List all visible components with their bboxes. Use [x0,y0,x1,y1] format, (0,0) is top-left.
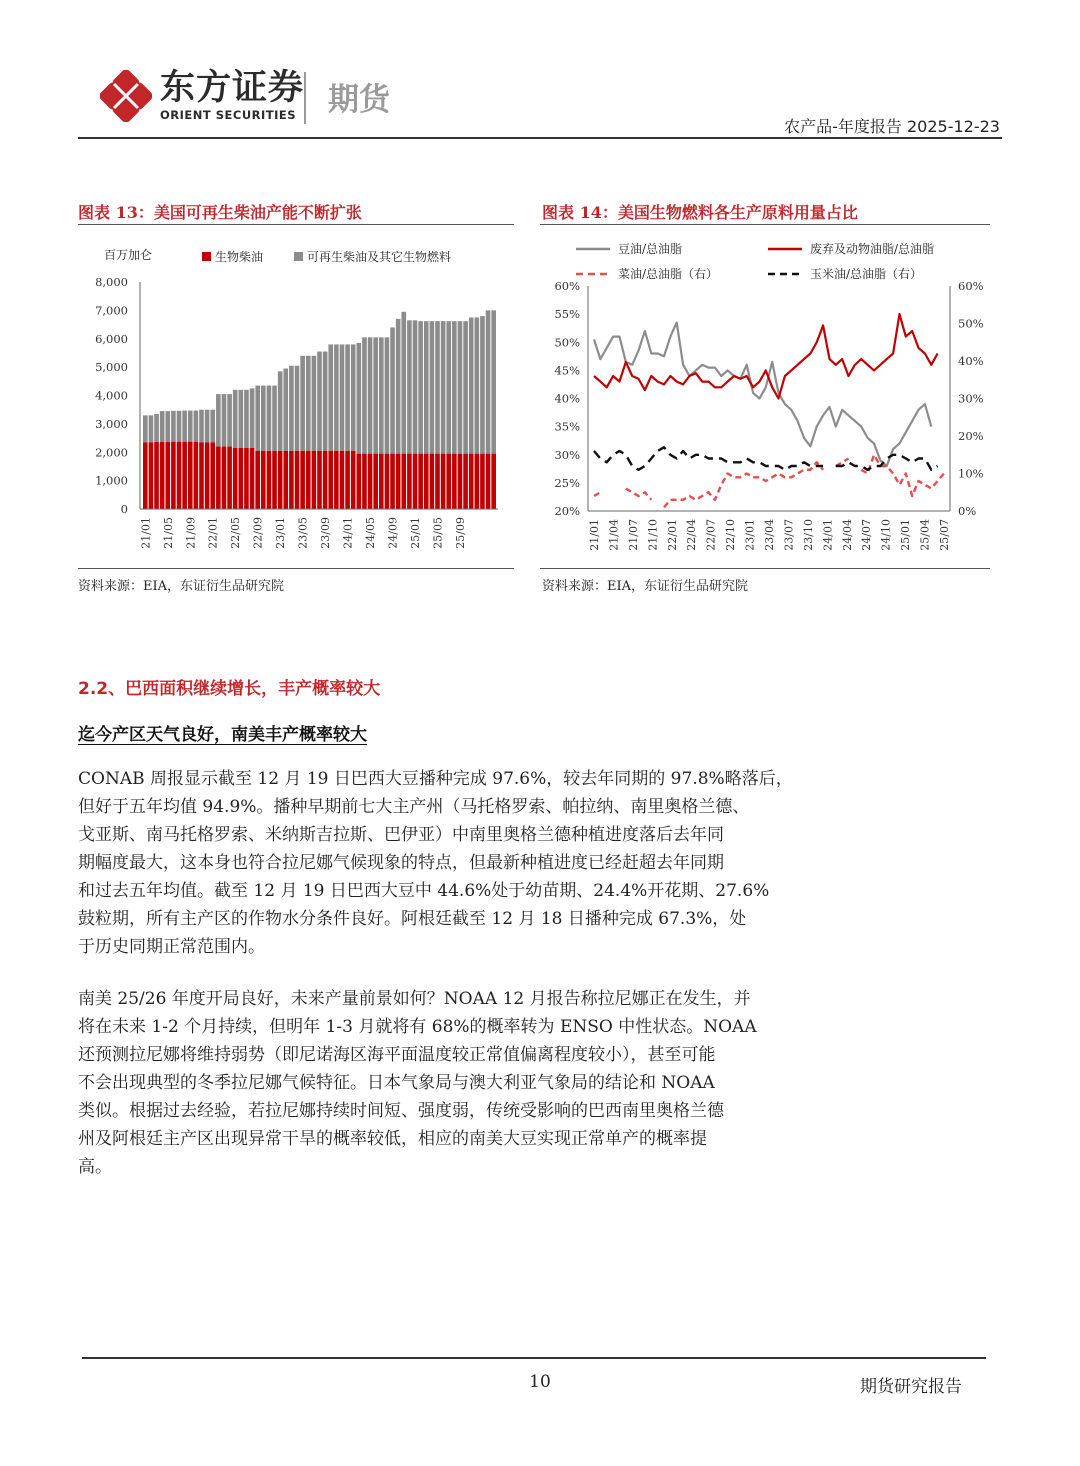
bar-biodiesel [401,454,406,509]
bar-renewable [351,344,356,450]
bar-biodiesel [475,454,480,509]
y-tick-label: 3,000 [95,416,128,431]
y-right-tick-label: 20% [958,429,984,443]
section-heading: 2.2、巴西面积继续增长，丰产概率较大 [78,679,381,699]
bar-biodiesel [300,451,305,509]
bar-renewable [328,344,333,450]
x-tick-label: 25/01 [899,519,913,551]
bar-renewable [441,321,446,454]
bar-renewable [368,337,373,453]
figure13-title: 图表 13：美国可再生柴油产能不断扩张 [78,203,362,222]
bar-biodiesel [227,447,232,509]
bar-renewable [491,310,496,453]
bar-renewable [188,411,193,442]
x-tick-label: 21/09 [184,517,198,549]
y-tick-label: 0 [120,502,128,516]
bar-renewable [317,352,322,451]
figure14-chart [540,232,990,568]
bar-biodiesel [491,454,496,509]
bar-biodiesel [424,454,429,509]
legend-label-biodiesel: 生物柴油 [215,250,264,264]
bar-biodiesel [278,451,283,509]
x-tick-label: 23/01 [743,519,757,551]
figure14-title: 图表 14：美国生物燃料各生产原料用量占比 [542,203,858,222]
bar-renewable [210,410,215,443]
figure14-source: 资料来源：EIA，东证衍生品研究院 [542,579,749,594]
bar-biodiesel [328,451,333,509]
bar-renewable [340,344,345,450]
legend-label: 豆油/总油脂 [618,242,683,256]
bar-renewable [418,321,423,454]
series-line-3 [664,462,823,507]
bar-biodiesel [143,442,148,509]
bar-biodiesel [149,442,154,509]
bar-biodiesel [239,448,244,509]
bar-renewable [278,371,283,450]
bar-biodiesel [283,451,288,509]
bar-biodiesel [379,454,384,509]
bar-biodiesel [446,454,451,509]
y-left-tick-label: 40% [554,391,580,406]
bar-biodiesel [244,448,249,509]
bar-biodiesel [210,442,215,509]
bar-biodiesel [435,454,440,509]
legend-swatch-biodiesel [202,252,211,261]
bar-renewable [149,415,154,442]
x-tick-label: 22/01 [206,517,220,549]
bar-renewable [222,394,227,446]
bar-renewable [390,327,395,453]
paragraph-2 [78,985,798,1181]
bar-biodiesel [160,442,165,509]
bar-biodiesel [430,454,435,509]
y-tick-label: 7,000 [95,303,128,318]
bar-biodiesel [385,454,390,509]
x-tick-label: 25/01 [409,517,423,549]
bar-biodiesel [396,454,401,509]
figure14-top-rule [540,224,990,225]
paragraph-line: 还预测拉尼娜将维持弱势（即尼诺海区海平面温度较正常值偏离程度较小），甚至可能 [78,1045,716,1065]
x-tick-label: 25/09 [453,517,467,549]
legend-swatch-renewable [294,252,303,261]
y-tick-label: 4,000 [95,388,128,403]
y-left-tick-label: 20% [554,504,580,518]
bar-renewable [182,411,187,442]
paragraph-line: 鼓粒期，所有主产区的作物水分条件良好。阿根廷截至 12 月 18 日播种完成 67.3%，处 [78,909,747,929]
bar-biodiesel [407,454,412,509]
figure13-chart [78,232,514,568]
bar-biodiesel [323,451,328,509]
bar-renewable [379,337,384,453]
bar-renewable [289,366,294,451]
y-left-tick-label: 30% [554,447,580,462]
bar-renewable [255,386,260,451]
x-tick-label: 24/05 [364,517,378,549]
header-divider [78,137,1002,139]
series-line-1 [594,323,931,466]
legend-label: 菜油/总油脂（右） [618,267,719,281]
bar-biodiesel [362,454,367,509]
bar-renewable [362,337,367,453]
bar-biodiesel [182,442,187,509]
bar-biodiesel [452,454,457,509]
bar-renewable [233,390,238,448]
page-number: 10 [529,1372,551,1392]
bar-biodiesel [458,454,463,509]
bar-renewable [306,356,311,451]
bar-biodiesel [306,451,311,509]
series-line-3 [594,492,600,496]
bar-renewable [357,343,362,454]
orient-logo-icon [100,70,152,122]
bar-renewable [385,337,390,453]
bar-renewable [171,411,176,442]
paragraph-line: 类似。根据过去经验，若拉尼娜持续时间短、强度弱，传统受影响的巴西南里奥格兰德 [78,1101,724,1121]
bar-biodiesel [255,451,260,509]
bar-biodiesel [480,454,485,509]
x-tick-label: 24/09 [386,517,400,549]
bar-biodiesel [441,454,446,509]
paragraph-line: CONAB 周报显示截至 12 月 19 日巴西大豆播种完成 97.6%，较去年同期的 97.8%略落后， [78,769,793,789]
y-tick-label: 6,000 [95,331,128,346]
x-tick-label: 23/10 [801,519,815,551]
figure13-top-rule [78,224,514,225]
y-right-tick-label: 50% [958,316,984,331]
x-tick-label: 22/09 [251,517,265,549]
bar-renewable [396,319,401,454]
bar-renewable [300,356,305,451]
bar-biodiesel [188,442,193,509]
x-tick-label: 24/10 [879,519,893,551]
paragraph-line: 于历史同期正常范围内。 [78,937,265,957]
bar-biodiesel [312,451,317,509]
x-tick-label: 22/01 [665,519,679,551]
bar-biodiesel [216,447,221,509]
paragraph-line: 高。 [78,1157,112,1177]
x-tick-label: 22/07 [704,519,718,551]
bar-renewable [323,352,328,451]
x-tick-label: 21/04 [607,519,621,551]
y-tick-label: 2,000 [95,445,128,460]
bar-renewable [446,321,451,454]
bar-biodiesel [351,451,356,509]
bar-renewable [458,321,463,454]
y-left-tick-label: 45% [554,363,580,378]
bar-biodiesel [261,451,266,509]
bar-biodiesel [194,442,199,509]
bar-renewable [452,321,457,454]
logo-subbrand: 期货 [328,82,390,118]
bar-renewable [486,310,491,453]
bar-renewable [475,317,480,453]
legend-label: 玉米油/总油脂（右） [810,267,923,281]
bar-biodiesel [199,442,204,509]
report-label: 农产品-年度报告 2025-12-23 [784,117,1000,136]
x-tick-label: 22/10 [724,519,738,551]
bar-renewable [424,321,429,454]
bar-renewable [430,321,435,454]
bar-renewable [345,344,350,450]
bar-renewable [239,390,244,448]
series-line-3 [626,489,652,500]
x-tick-label: 25/04 [918,519,932,551]
x-tick-label: 21/01 [139,517,153,549]
x-tick-label: 24/04 [840,519,854,551]
bar-biodiesel [272,451,277,509]
bar-renewable [283,369,288,451]
bar-renewable [334,344,339,450]
bar-renewable [413,320,418,453]
bar-renewable [267,386,272,451]
y-left-tick-label: 55% [554,307,580,322]
paragraph-line: 南美 25/26 年度开局良好，未来产量前景如何？NOAA 12 月报告称拉尼娜正在发生，并 [78,989,751,1009]
y-left-tick-label: 25% [554,475,580,490]
y-right-tick-label: 60% [958,279,984,293]
bar-renewable [250,388,255,448]
x-tick-label: 21/07 [626,519,640,551]
bar-renewable [312,356,317,451]
x-tick-label: 24/01 [821,519,835,551]
chart13-unit-label: 百万加仑 [104,248,153,262]
bar-biodiesel [334,451,339,509]
bar-renewable [261,386,266,451]
legend-label-renewable: 可再生柴油及其它生物燃料 [307,250,452,264]
bar-renewable [143,415,148,442]
x-tick-label: 23/09 [319,517,333,549]
y-tick-label: 8,000 [95,275,128,289]
bar-biodiesel [345,451,350,509]
logo-text-en: ORIENT SECURITIES [160,108,297,122]
bar-renewable [194,411,199,442]
paragraph-line: 不会出现典型的冬季拉尼娜气候特征。日本气象局与澳大利亚气象局的结论和 NOAA [78,1073,715,1093]
bar-renewable [199,410,204,443]
footer-divider [82,1357,986,1359]
x-tick-label: 24/01 [341,517,355,549]
bar-biodiesel [390,454,395,509]
bar-renewable [244,390,249,448]
paragraph-line: 期幅度最大，这本身也符合拉尼娜气候现象的特点，但最新种植进度已经赶超去年同期 [78,853,724,873]
bar-biodiesel [205,442,210,509]
paragraph-1 [78,765,798,961]
x-tick-label: 22/05 [229,517,243,549]
bar-biodiesel [233,448,238,509]
bar-renewable [160,411,165,442]
x-tick-label: 23/05 [296,517,310,549]
logo-divider [304,72,306,124]
bar-renewable [407,320,412,453]
bar-renewable [272,386,277,451]
y-tick-label: 1,000 [95,473,128,488]
x-tick-label: 25/05 [431,517,445,549]
bar-biodiesel [177,442,182,509]
series-line-3 [861,455,944,496]
bar-biodiesel [250,448,255,509]
bar-biodiesel [154,442,159,509]
bar-renewable [154,414,159,442]
legend-label: 废弃及动物油脂/总油脂 [810,242,935,256]
y-right-tick-label: 40% [958,354,984,368]
bar-biodiesel [317,451,322,509]
bar-renewable [216,394,221,446]
y-right-tick-label: 30% [958,391,984,406]
y-left-tick-label: 35% [554,419,580,434]
subsection-heading: 迄今产区天气良好，南美丰产概率较大 [78,725,367,745]
x-tick-label: 23/01 [274,517,288,549]
bar-renewable [463,321,468,454]
bar-biodiesel [413,454,418,509]
bar-renewable [373,337,378,453]
bar-biodiesel [486,454,491,509]
x-tick-label: 24/07 [860,519,874,551]
bar-biodiesel [418,454,423,509]
bar-biodiesel [469,454,474,509]
bar-renewable [480,316,485,454]
paragraph-line: 将在未来 1-2 个月持续，但明年 1-3 月就将有 68%的概率转为 ENSO 中性状态。NOAA [78,1017,757,1037]
logo-text-cn: 东方证券 [160,68,305,108]
y-left-tick-label: 60% [554,279,580,293]
bar-biodiesel [289,451,294,509]
y-tick-label: 5,000 [95,360,128,375]
x-tick-label: 23/04 [763,519,776,551]
bar-renewable [165,411,170,442]
bar-biodiesel [171,442,176,509]
x-tick-label: 21/05 [161,517,175,549]
bar-renewable [205,410,210,443]
figure13-bottom-rule [78,568,514,569]
x-tick-label: 21/10 [646,519,660,551]
x-tick-label: 25/07 [938,519,951,551]
figure14-bottom-rule [540,568,990,569]
bar-biodiesel [368,454,373,509]
paragraph-line: 但好于五年均值 94.9%。播种早期前七大主产州（马托格罗索、帕拉纳、南里奥格兰德、 [78,797,750,817]
figure13-source: 资料来源：EIA，东证衍生品研究院 [78,579,285,594]
bar-biodiesel [267,451,272,509]
bar-renewable [401,312,406,454]
series-line-4 [836,455,938,470]
bar-renewable [295,366,300,451]
x-tick-label: 22/04 [685,519,699,551]
bar-renewable [469,317,474,453]
y-right-tick-label: 10% [958,466,984,481]
bar-renewable [227,394,232,446]
paragraph-line: 和过去五年均值。截至 12 月 19 日巴西大豆中 44.6%处于幼苗期、24.4%开花期、27.6% [78,881,770,901]
footer-label: 期货研究报告 [860,1377,962,1397]
y-left-tick-label: 50% [554,335,580,350]
bar-renewable [177,411,182,442]
series-line-4 [594,447,823,470]
paragraph-line: 州及阿根廷主产区出现异常干旱的概率较低，相应的南美大豆实现正常单产的概率提 [78,1129,707,1149]
bar-biodiesel [373,454,378,509]
y-right-tick-label: 0% [958,504,977,518]
bar-biodiesel [165,442,170,509]
x-tick-label: 23/07 [782,519,796,551]
paragraph-line: 戈亚斯、南马托格罗索、米纳斯吉拉斯、巴伊亚）中南里奥格兰德种植进度落后去年同 [78,825,724,845]
bar-biodiesel [295,451,300,509]
bar-biodiesel [357,454,362,509]
bar-biodiesel [463,454,468,509]
bar-biodiesel [340,451,345,509]
bar-renewable [435,321,440,454]
x-tick-label: 21/01 [588,519,601,551]
bar-biodiesel [222,447,227,509]
